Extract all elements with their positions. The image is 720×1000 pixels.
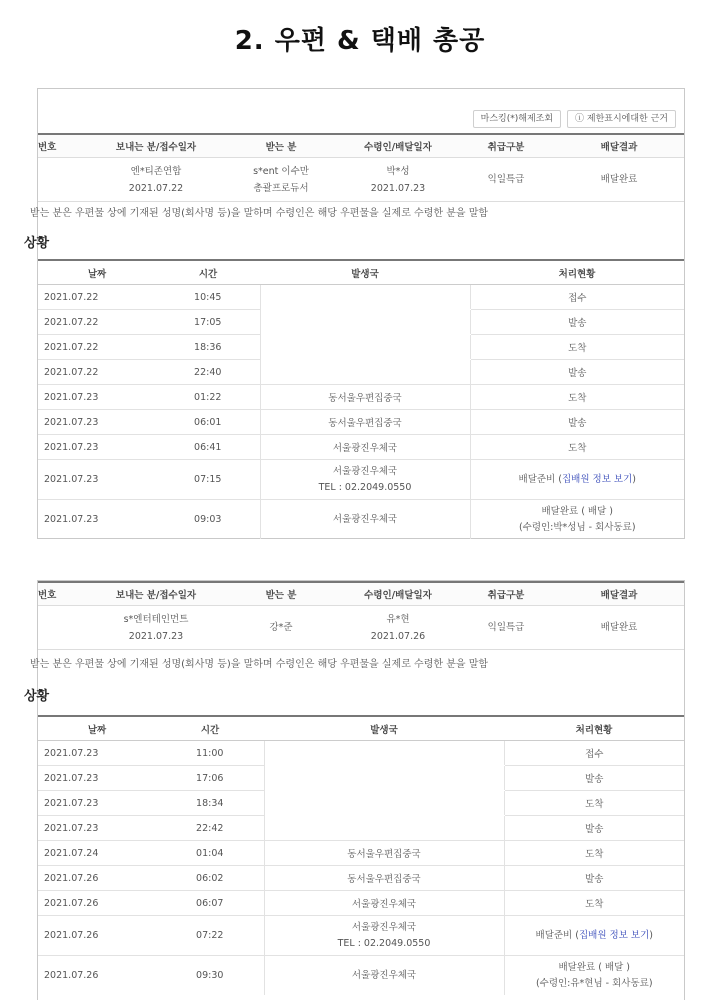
status-cell: 발송 — [470, 410, 684, 435]
col-header-recipient: 받는 분 — [224, 134, 338, 158]
status-cell — [470, 500, 684, 540]
date-cell: 2021.07.23 — [38, 816, 156, 841]
status-cell: 도착 — [470, 385, 684, 410]
time-cell: 11:00 — [156, 741, 264, 766]
date-cell: 2021.07.23 — [38, 385, 156, 410]
date-cell: 2021.07.22 — [38, 335, 156, 360]
handling-cell: 익일특급 — [458, 606, 554, 650]
tracking-screenshot-1 — [24, 88, 685, 539]
time-cell: 06:01 — [156, 410, 260, 435]
col-header-number: 번호 — [38, 134, 88, 158]
tracking-row — [38, 791, 684, 816]
office-cell — [260, 335, 470, 360]
receiver-cell — [338, 606, 458, 650]
status-cell: 발송 — [470, 360, 684, 385]
handling-cell: 익일특급 — [458, 158, 554, 202]
info-header-row — [38, 134, 684, 158]
recipient-title: 총괄프로듀서 — [253, 182, 309, 194]
status-text: 배달준비 ( — [518, 473, 562, 485]
col-header-handling: 취급구분 — [458, 582, 554, 606]
office-link[interactable]: 동서울우편집중국 — [260, 385, 470, 410]
status-text: 배달완료 ( 배달 ) — [541, 505, 614, 517]
date-cell: 2021.07.23 — [38, 410, 156, 435]
status-text: 배달완료 ( 배달 ) — [558, 961, 631, 973]
carrier-info-link[interactable]: 집배원 정보 보기 — [578, 929, 650, 941]
tracking-row — [38, 310, 684, 335]
col-header-receiver: 수령인/배달일자 — [338, 134, 458, 158]
time-cell: 06:02 — [156, 866, 264, 891]
date-cell: 2021.07.23 — [38, 791, 156, 816]
status-receiver: (수령인:박*성님 - 회사동료) — [518, 521, 636, 533]
time-cell: 06:07 — [156, 891, 264, 916]
date-cell: 2021.07.23 — [38, 460, 156, 500]
masking-unlock-button[interactable]: 마스킹(*)해제조회 — [473, 110, 561, 128]
time-cell: 10:45 — [156, 285, 260, 310]
tracking-row — [38, 916, 684, 956]
office-phone: TEL : 02.2049.0550 — [337, 937, 431, 949]
result-cell: 배달완료 — [554, 158, 684, 202]
date-cell: 2021.07.23 — [38, 766, 156, 791]
shipment-info-table — [38, 133, 684, 202]
col-header-time: 시간 — [156, 260, 260, 285]
time-cell: 09:30 — [196, 969, 224, 981]
status-cell: 도착 — [504, 791, 684, 816]
carrier-info-link[interactable]: 집배원 정보 보기 — [561, 473, 633, 485]
status-tail: ) — [632, 473, 636, 485]
date-cell: 2021.07.22 — [38, 310, 156, 335]
tracking-table — [38, 259, 684, 539]
info-header-row — [38, 582, 684, 606]
office-link[interactable]: 동서울우편집중국 — [264, 841, 504, 866]
col-header-office: 발생국 — [260, 260, 470, 285]
office-cell — [264, 791, 504, 816]
col-header-receiver: 수령인/배달일자 — [338, 582, 458, 606]
col-header-result: 배달결과 — [554, 582, 684, 606]
time-cell: 17:05 — [156, 310, 260, 335]
date-cell: 2021.07.23 — [44, 513, 99, 525]
office-name: 서울광진우체국 — [351, 921, 417, 933]
time-cell: 18:36 — [156, 335, 260, 360]
tracking-row — [38, 360, 684, 385]
status-cell: 도착 — [504, 891, 684, 916]
office-cell — [260, 285, 470, 310]
col-header-sender: 보내는 분/접수일자 — [88, 582, 224, 606]
office-cell: 서울광진우체국 — [264, 956, 504, 996]
number-cell — [38, 606, 88, 650]
col-header-status: 처리현황 — [470, 260, 684, 285]
tracking-row — [38, 956, 684, 996]
status-cell: 발송 — [470, 310, 684, 335]
status-tail: ) — [649, 929, 653, 941]
date-cell: 2021.07.26 — [38, 916, 156, 956]
info-row — [38, 606, 684, 650]
col-header-time: 시간 — [156, 716, 264, 741]
office-cell — [260, 310, 470, 335]
tracking-row — [38, 410, 684, 435]
office-link[interactable]: 서울광진우체국 — [264, 891, 504, 916]
receiver-cell — [338, 158, 458, 202]
date-cell: 2021.07.23 — [38, 741, 156, 766]
office-cell — [260, 360, 470, 385]
recipient-cell — [224, 158, 338, 202]
col-header-number: 번호 — [38, 582, 88, 606]
date-cell: 2021.07.26 — [44, 969, 99, 981]
office-cell — [260, 460, 470, 500]
date-cell: 2021.07.26 — [38, 891, 156, 916]
time-cell: 01:04 — [156, 841, 264, 866]
section-heading: 상황 — [24, 236, 50, 251]
date-cell: 2021.07.22 — [38, 285, 156, 310]
tracking-row — [38, 385, 684, 410]
status-cell: 접수 — [504, 741, 684, 766]
toolbar — [473, 110, 676, 128]
sender-name: 엔*티존연합 — [130, 165, 182, 177]
time-cell: 07:22 — [156, 916, 264, 956]
tracking-header-row — [38, 716, 684, 741]
status-text: 배달준비 ( — [535, 929, 579, 941]
date-cell: 2021.07.22 — [38, 360, 156, 385]
tracking-row — [38, 460, 684, 500]
status-cell — [504, 956, 684, 996]
office-cell: 서울광진우체국 — [260, 500, 470, 540]
tracking-table — [38, 715, 684, 995]
info-row — [38, 158, 684, 202]
status-cell: 발송 — [504, 816, 684, 841]
status-cell: 접수 — [470, 285, 684, 310]
recipient-note: 받는 분은 우편물 상에 기재된 성명(회사명 등)을 말하며 수령인은 해당 우편물을 실제로 수령한 분을 말함 — [30, 659, 489, 670]
sender-cell — [88, 606, 224, 650]
date-cell: 2021.07.24 — [38, 841, 156, 866]
sender-name: s*엔터테인먼트 — [123, 613, 189, 625]
office-cell — [264, 766, 504, 791]
status-cell: 발송 — [504, 766, 684, 791]
time-cell: 17:06 — [156, 766, 264, 791]
tracking-row — [38, 435, 684, 460]
office-cell — [264, 741, 504, 766]
tracking-row — [38, 766, 684, 791]
col-header-date: 날짜 — [38, 260, 156, 285]
sender-cell — [88, 158, 224, 202]
status-cell: 도착 — [504, 841, 684, 866]
time-cell: 09:03 — [194, 513, 222, 525]
tracking-screenshot-2 — [24, 580, 685, 1000]
tracking-row — [38, 335, 684, 360]
status-receiver: (수령인:유*현님 - 회사동료) — [535, 977, 653, 989]
tracking-row — [38, 285, 684, 310]
col-header-result: 배달결과 — [554, 134, 684, 158]
office-link[interactable]: 서울광진우체국 — [260, 435, 470, 460]
recipient-name: s*ent 이수만 — [253, 165, 309, 177]
col-header-handling: 취급구분 — [458, 134, 554, 158]
col-header-recipient: 받는 분 — [224, 582, 338, 606]
time-cell: 01:22 — [156, 385, 260, 410]
sender-date: 2021.07.22 — [128, 182, 184, 194]
col-header-status: 처리현황 — [504, 716, 684, 741]
date-cell: 2021.07.23 — [38, 435, 156, 460]
time-cell: 18:34 — [156, 791, 264, 816]
status-cell: 도착 — [470, 435, 684, 460]
col-header-date: 날짜 — [38, 716, 156, 741]
number-cell — [38, 158, 88, 202]
time-cell: 07:15 — [156, 460, 260, 500]
col-header-sender: 보내는 분/접수일자 — [88, 134, 224, 158]
tracking-header-row — [38, 260, 684, 285]
result-cell: 배달완료 — [554, 606, 684, 650]
time-cell: 22:40 — [156, 360, 260, 385]
recipient-cell: 강*준 — [224, 606, 338, 650]
tracking-row — [38, 741, 684, 766]
tracking-row — [38, 866, 684, 891]
status-cell — [470, 460, 684, 500]
time-cell: 06:41 — [156, 435, 260, 460]
status-cell: 발송 — [504, 866, 684, 891]
receiver-date: 2021.07.23 — [370, 182, 426, 194]
section-heading: 상황 — [24, 689, 50, 704]
shipment-info-table — [38, 581, 684, 650]
office-phone: TEL : 02.2049.0550 — [318, 481, 412, 493]
page-title: 2. 우편 & 택배 총공 — [234, 26, 486, 56]
date-cell: 2021.07.26 — [38, 866, 156, 891]
sender-date: 2021.07.23 — [128, 630, 184, 642]
status-cell: 도착 — [470, 335, 684, 360]
office-cell — [264, 816, 504, 841]
tracking-row — [38, 500, 684, 540]
status-cell — [504, 916, 684, 956]
tracking-row — [38, 816, 684, 841]
receiver-date: 2021.07.26 — [370, 630, 426, 642]
receiver-name: 유*현 — [386, 613, 410, 625]
tracking-row — [38, 891, 684, 916]
office-cell: 동서울우편집중국 — [264, 866, 504, 891]
office-cell — [264, 916, 504, 956]
time-cell: 22:42 — [156, 816, 264, 841]
office-name: 서울광진우체국 — [332, 465, 398, 477]
recipient-note: 받는 분은 우편물 상에 기재된 성명(회사명 등)을 말하며 수령인은 해당 우편물을 실제로 수령한 분을 말함 — [30, 208, 489, 219]
col-header-office: 발생국 — [264, 716, 504, 741]
tracking-row — [38, 841, 684, 866]
office-cell: 동서울우편집중국 — [260, 410, 470, 435]
receiver-name: 박*성 — [386, 165, 410, 177]
restriction-basis-button[interactable]: ⓘ 제한표시에대한 근거 — [567, 110, 676, 128]
